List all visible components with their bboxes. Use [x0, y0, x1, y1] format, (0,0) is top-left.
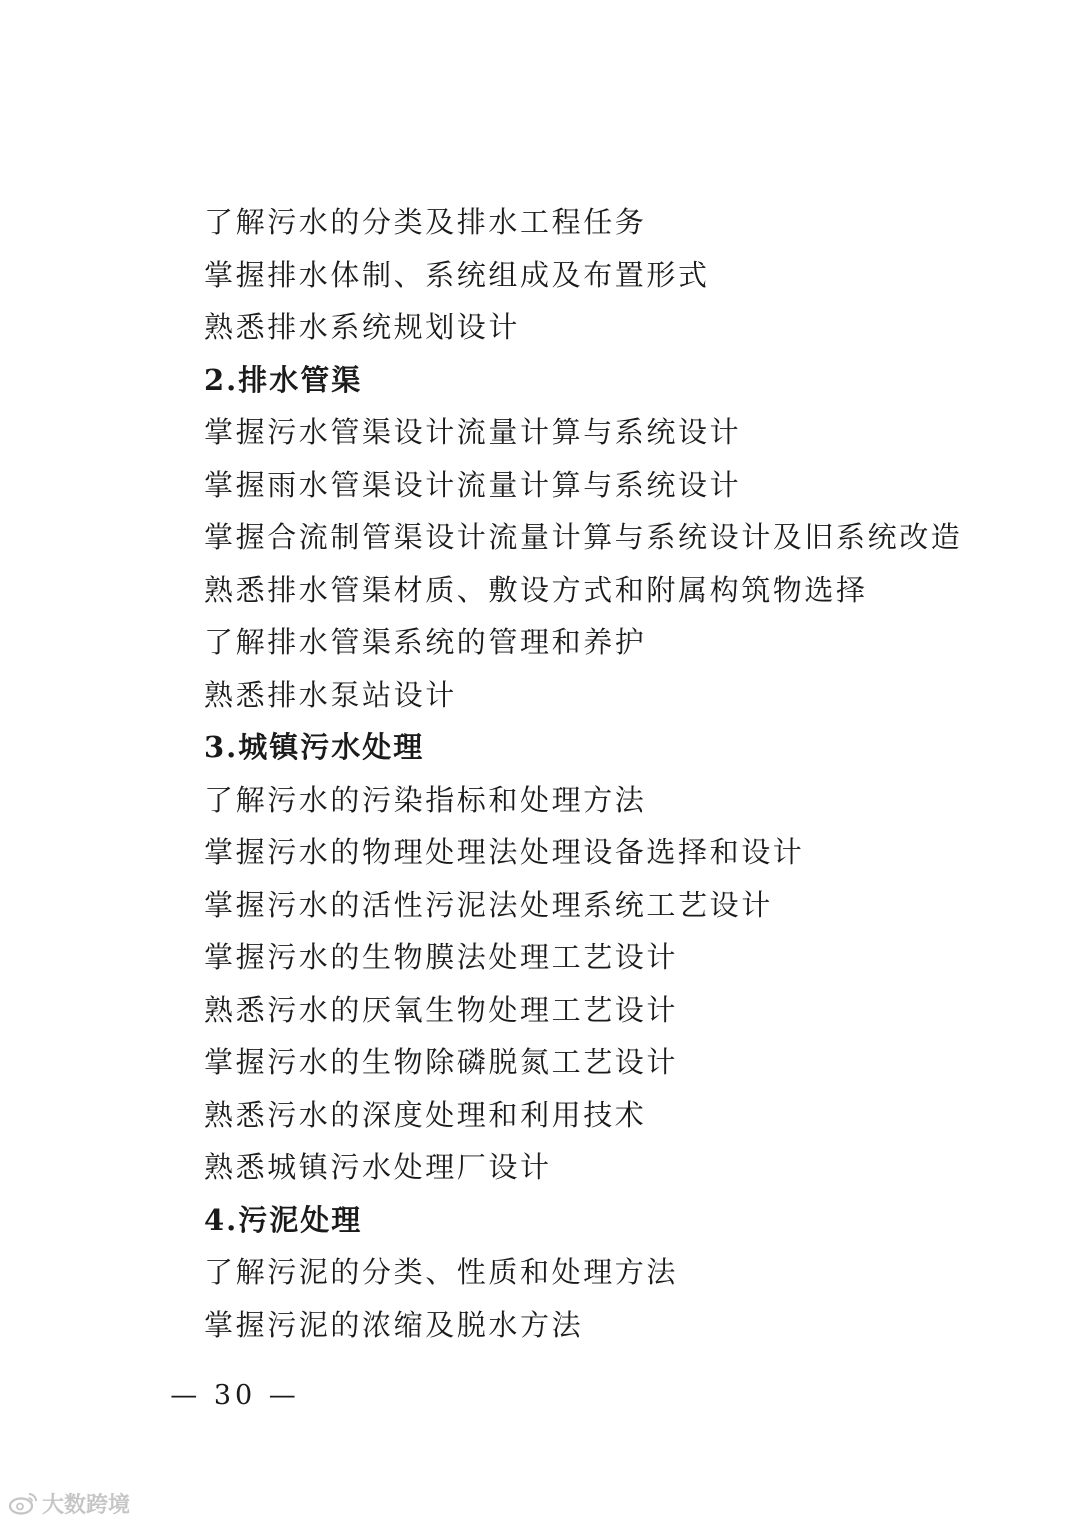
document-line: 熟悉排水系统规划设计 — [204, 310, 521, 344]
document-line: 熟悉城镇污水处理厂设计 — [204, 1150, 552, 1184]
section-heading: 2.排水管渠 — [204, 362, 363, 397]
document-line: 掌握污水管渠设计流量计算与系统设计 — [204, 415, 742, 449]
page-number: — 30 — — [170, 1380, 300, 1411]
document-line: 了解排水管渠系统的管理和养护 — [204, 625, 647, 659]
document-line: 掌握雨水管渠设计流量计算与系统设计 — [204, 467, 742, 502]
document-line: 掌握排水体制、系统组成及布置形式 — [204, 257, 710, 292]
document-line: 熟悉排水泵站设计 — [204, 677, 457, 712]
document-body — [204, 196, 1024, 1351]
watermark-text: 大数跨境 — [42, 1492, 131, 1518]
document-line: 熟悉污水的深度处理和利用技术 — [204, 1097, 647, 1132]
watermark — [8, 1488, 130, 1518]
document-line: 掌握污水的生物除磷脱氮工艺设计 — [204, 1045, 679, 1079]
document-line: 掌握合流制管渠设计流量计算与系统设计及旧系统改造 — [204, 520, 963, 554]
document-line: 熟悉污水的厌氧生物处理工艺设计 — [204, 992, 679, 1027]
document-line: 熟悉排水管渠材质、敷设方式和附属构筑物选择 — [204, 572, 868, 607]
weibo-logo-icon — [8, 1491, 38, 1515]
document-line: 了解污泥的分类、性质和处理方法 — [204, 1255, 679, 1289]
document-line: 了解污水的污染指标和处理方法 — [204, 782, 647, 817]
document-line: 掌握污水的活性污泥法处理系统工艺设计 — [204, 887, 773, 922]
section-heading: 4.污泥处理 — [204, 1202, 363, 1237]
document-line: 掌握污泥的浓缩及脱水方法 — [204, 1307, 584, 1342]
document-line: 掌握污水的生物膜法处理工艺设计 — [204, 940, 679, 974]
document-line: 了解污水的分类及排水工程任务 — [204, 205, 647, 239]
document-line: 掌握污水的物理处理法处理设备选择和设计 — [204, 835, 805, 869]
section-heading: 3.城镇污水处理 — [204, 730, 425, 764]
